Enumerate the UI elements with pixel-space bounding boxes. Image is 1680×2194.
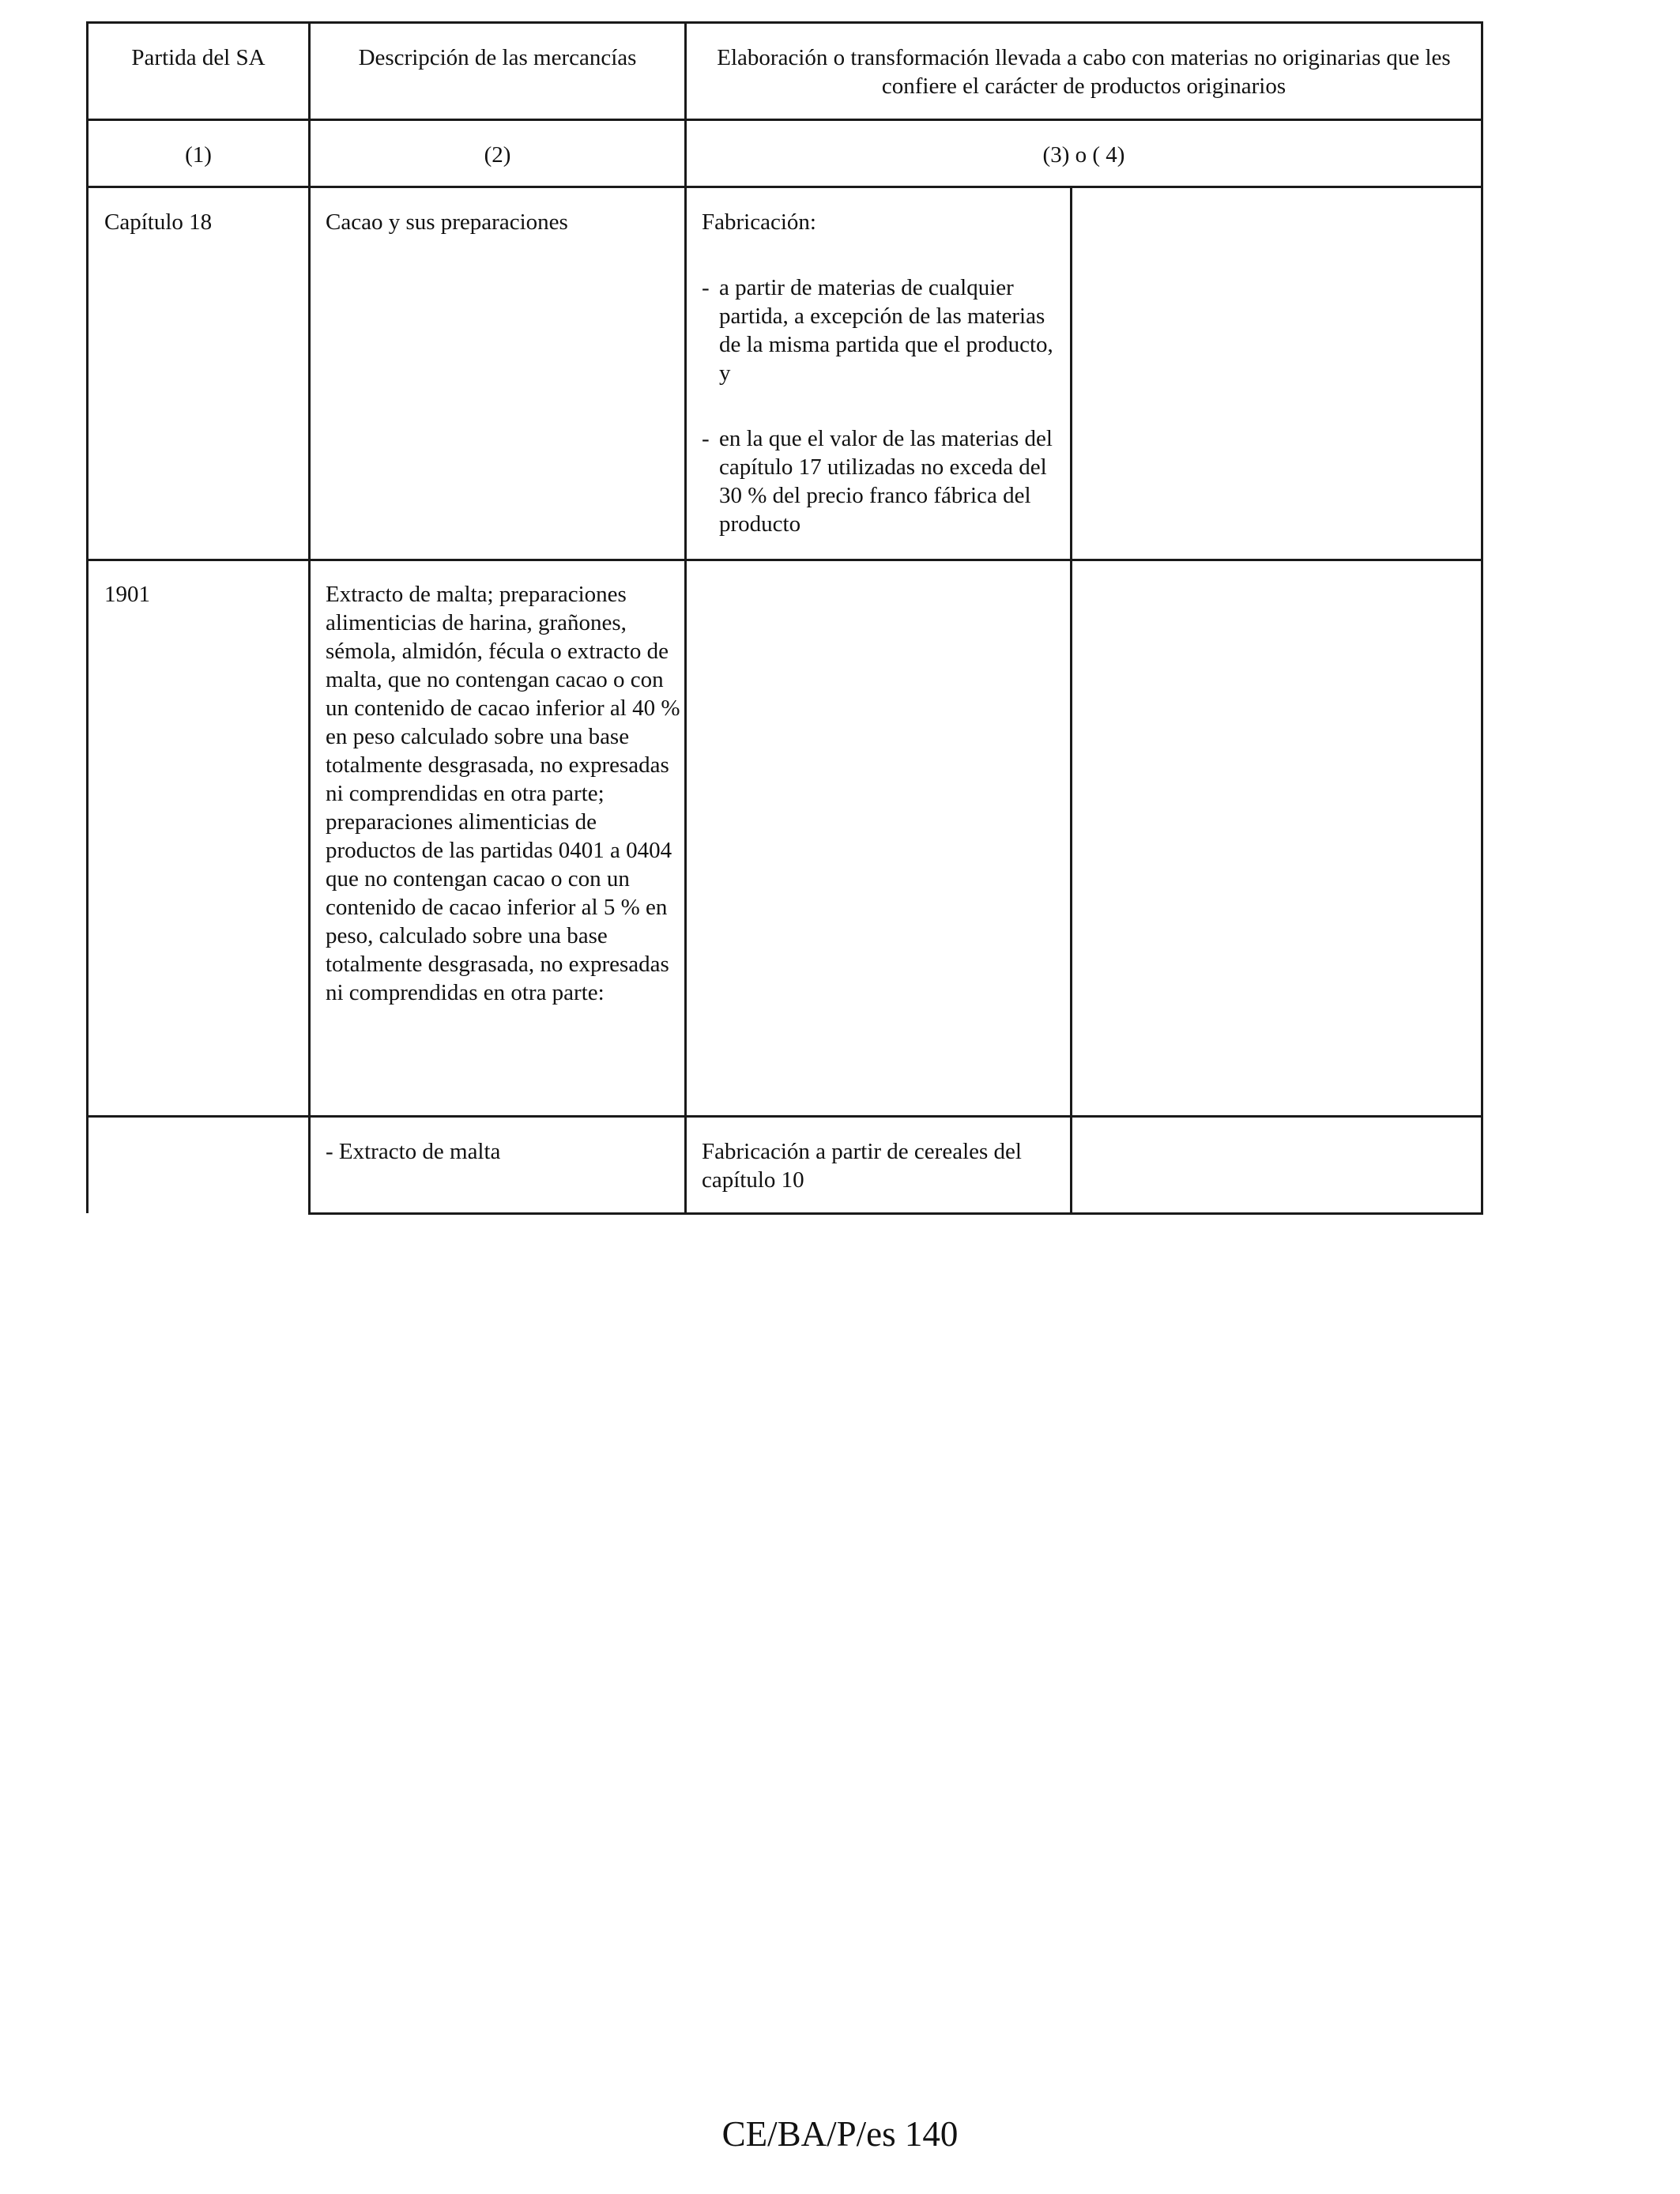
row1-elaboracion — [702, 208, 1059, 538]
row1-bottom-border — [86, 559, 1483, 561]
row1-elaboracion-intro: Fabricación: — [702, 209, 816, 235]
row3-bottom-border — [308, 1212, 1483, 1215]
row2-partida: 1901 — [104, 582, 150, 607]
col2-right-border — [684, 21, 687, 1215]
numbering-bottom-border — [86, 186, 1483, 188]
number-col2: (2) — [484, 142, 511, 168]
table-left-border — [86, 21, 89, 1213]
header-descripcion: Descripción de las mercancías — [358, 45, 637, 70]
number-col1: (1) — [185, 142, 212, 168]
row1-partida: Capítulo 18 — [104, 209, 213, 235]
col3-split-border — [1070, 186, 1072, 1215]
header-bottom-border — [86, 119, 1483, 121]
row3-descripcion: - Extracto de malta — [326, 1139, 501, 1164]
row2-descripcion: Extracto de malta; preparaciones alimenticias de harina, grañones, sémola, almidón, fécula o extracto de malta, que no contengan cacao o con un contenido de cacao inferior al 40 % en peso calculado sobre una base totalmente desgrasada, no expresadas ni comprendidas en otra parte; preparaciones alimenticias de productos de las partidas 0401 a 0404 que no contengan cacao o con un contenido de cacao inferior al 5 % en peso, calculado sobre una base totalmente desgrasada, no expresadas ni comprendidas en otra parte: — [326, 582, 680, 1005]
page-footer: CE/BA/P/es 140 — [721, 2114, 959, 2154]
col1-right-border — [308, 21, 311, 1215]
number-col3: (3) o ( 4) — [1042, 142, 1125, 168]
dash-marker: - — [702, 275, 710, 300]
dash-marker: - — [702, 426, 710, 451]
row1-descripcion: Cacao y sus preparaciones — [326, 209, 568, 235]
row2-bottom-border — [86, 1115, 1483, 1118]
header-elaboracion: Elaboración o transformación llevada a cabo con materias no originarias que les confiere el carácter de productos originarios — [717, 45, 1451, 99]
row3-elaboracion: Fabricación a partir de cereales del capítulo 10 — [702, 1139, 1022, 1193]
table-right-border — [1481, 21, 1483, 1215]
header-partida: Partida del SA — [131, 45, 266, 70]
row1-elaboracion-item-2-text: en la que el valor de las materias del capítulo 17 utilizadas no exceda del 30 % del precio franco fábrica del producto — [719, 426, 1053, 537]
row1-elaboracion-item-2 — [702, 424, 1059, 538]
row1-elaboracion-item-1-text: a partir de materias de cualquier partida, a excepción de las materias de la misma partida que el producto, y — [719, 275, 1053, 386]
table-top-border — [86, 21, 1483, 24]
row1-elaboracion-item-1 — [702, 273, 1059, 387]
